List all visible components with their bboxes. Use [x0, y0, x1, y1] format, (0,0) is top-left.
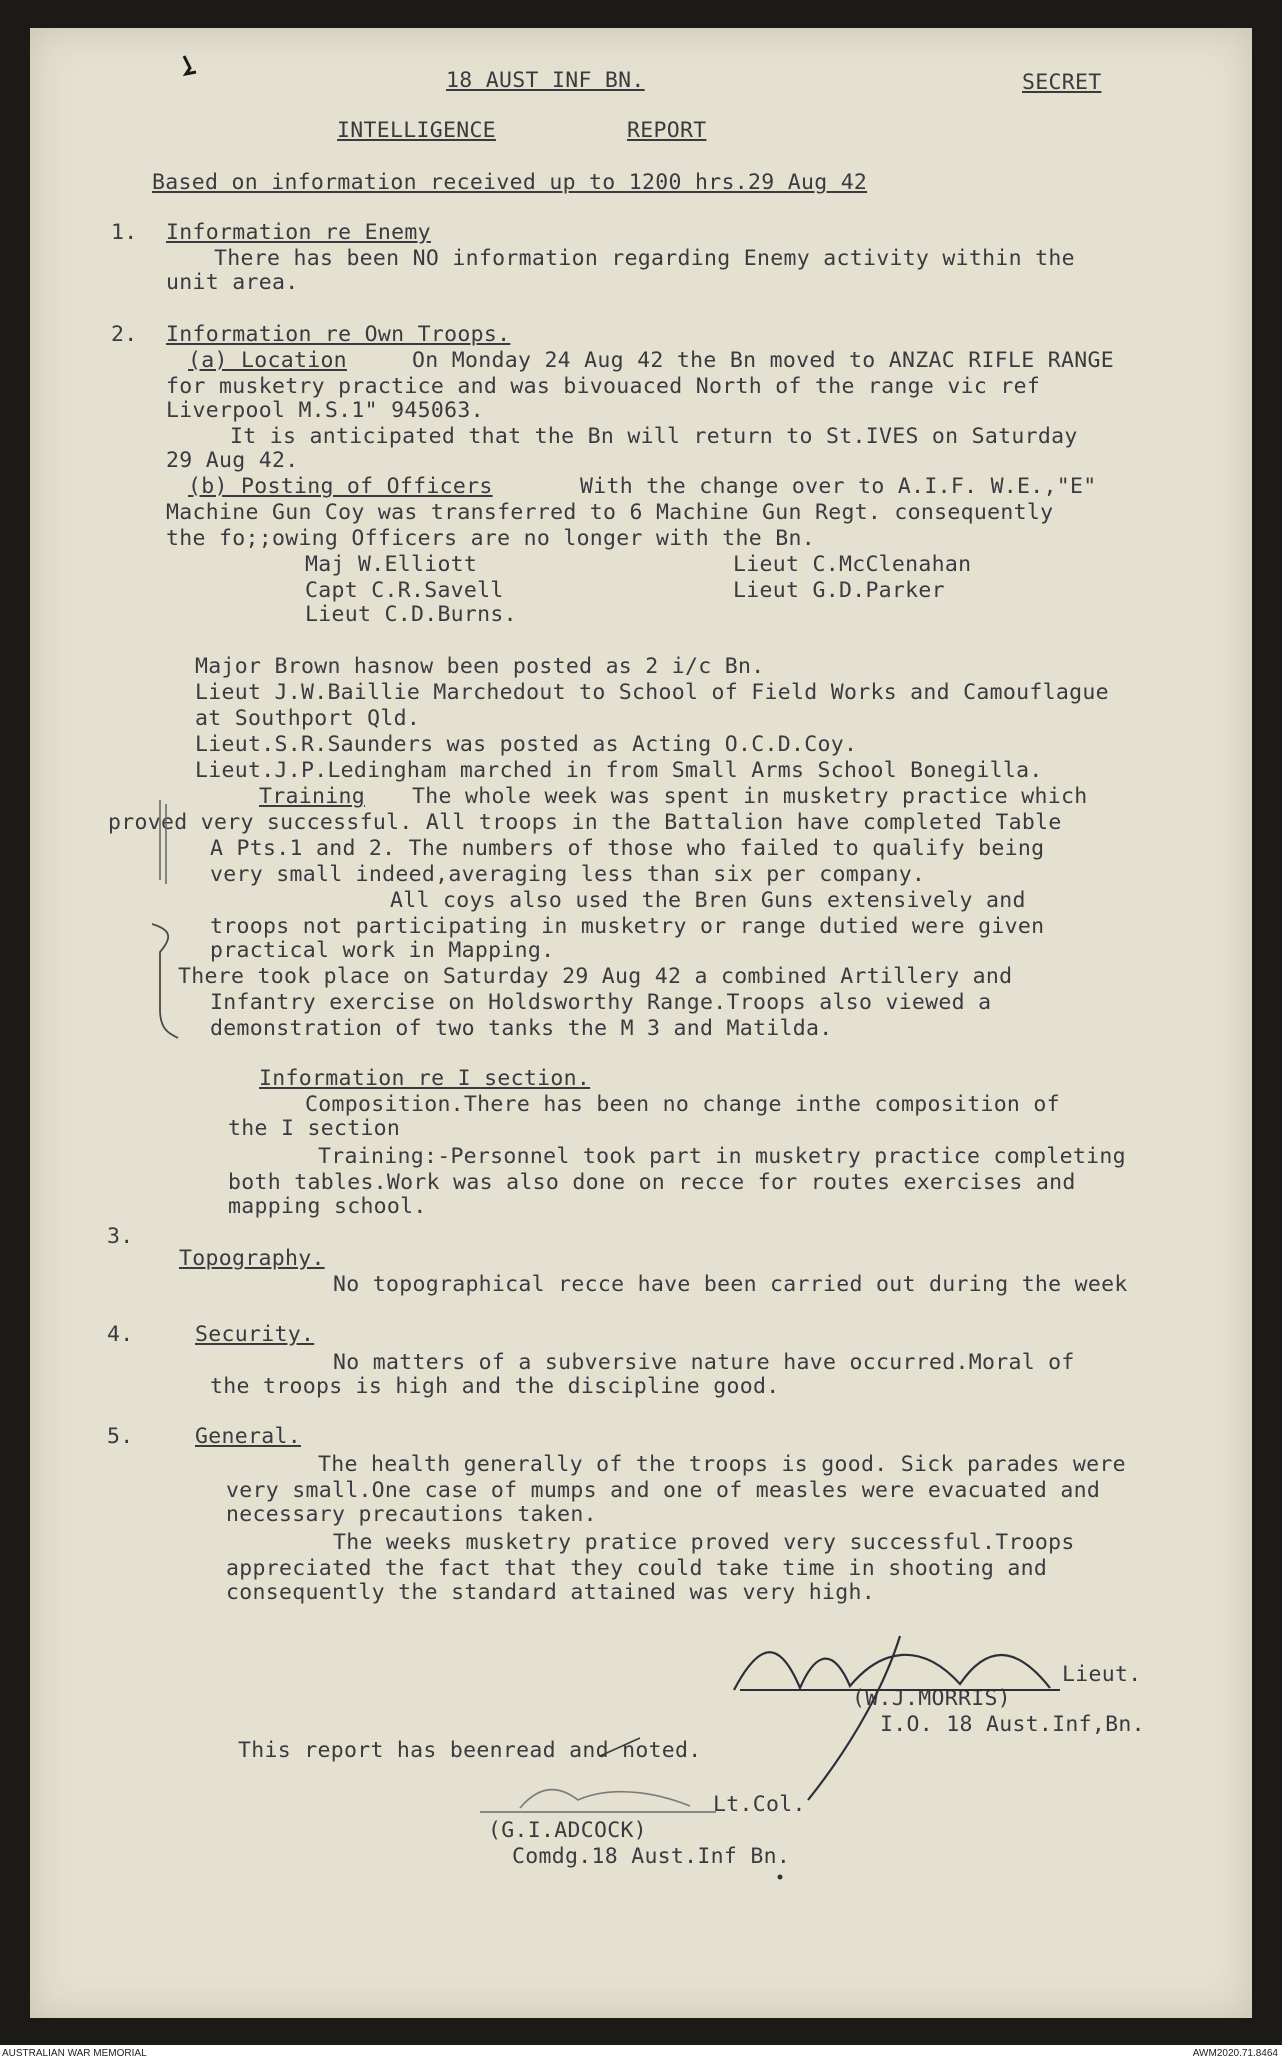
archive-reference: AWM2020.71.8464 — [1192, 2048, 1278, 2059]
margin-line — [160, 800, 166, 884]
section-4-heading: Security. — [195, 1322, 315, 1347]
i-section-line: the I section — [228, 1116, 401, 1141]
signatory-name: (W.J.MORRIS) — [852, 1686, 1011, 1711]
section-4-line: No matters of a subversive nature have occurred.Moral of — [333, 1350, 1075, 1375]
posting-line: With the change over to A.I.F. W.E.,"E" — [580, 474, 1097, 499]
posting-label: (b) Posting of Officers — [188, 474, 493, 499]
training-line: demonstration of two tanks the M 3 and Matilda. — [210, 1016, 833, 1041]
i-section-heading: Information re I section. — [259, 1066, 591, 1091]
i-section-line: Training:-Personnel took part in musketry practice completing — [318, 1144, 1126, 1169]
training-line: The whole week was spent in musketry practice which — [412, 784, 1088, 809]
location-line: On Monday 24 Aug 42 the Bn moved to ANZAC RIFLE RANGE — [412, 348, 1114, 373]
signatory-appointment: I.O. 18 Aust.Inf,Bn. — [880, 1712, 1145, 1737]
section-5-heading: General. — [195, 1424, 301, 1449]
location-label: (a) Location — [188, 348, 347, 373]
section-1-line: There has been NO information regarding Enemy activity within the — [214, 246, 1075, 271]
i-section-line: both tables.Work was also done on recce for routes exercises and — [228, 1170, 1076, 1195]
section-5-line: The weeks musketry pratice proved very successful.Troops — [333, 1530, 1075, 1555]
section-5-line: consequently the standard attained was very high. — [226, 1580, 875, 1605]
ink-dot — [778, 1875, 783, 1880]
officer-name: Lieut G.D.Parker — [733, 578, 945, 603]
training-line: All coys also used the Bren Guns extensively and — [390, 888, 1026, 913]
section-1-heading: Information re Enemy — [166, 220, 431, 245]
posting-line: Machine Gun Coy was transferred to 6 Machine Gun Regt. consequently — [166, 500, 1054, 525]
section-3-number: 3. — [107, 1224, 134, 1249]
noted-statement: This report has beenread and noted. — [238, 1738, 702, 1763]
posting-entry: Lieut.S.R.Saunders was posted as Acting O.C.D.Coy. — [195, 732, 858, 757]
co-name: (G.I.ADCOCK) — [488, 1818, 647, 1843]
section-3-line: No topographical recce have been carried out during the week — [333, 1272, 1128, 1297]
training-line: practical work in Mapping. — [210, 938, 555, 963]
posting-line: the fo;;owing Officers are no longer with the Bn. — [166, 526, 815, 551]
section-4-number: 4. — [107, 1322, 134, 1347]
posting-entry: Lieut.J.P.Ledingham marched in from Small Arms School Bonegilla. — [195, 758, 1043, 783]
signatory-rank: Lieut. — [1062, 1662, 1142, 1687]
training-line: proved very successful. All troops in the Battalion have completed Table — [108, 810, 1062, 835]
i-section-line: Composition.There has been no change inthe composition of — [305, 1092, 1060, 1117]
ink-mark — [184, 56, 196, 74]
location-line: It is anticipated that the Bn will return to St.IVES on Saturday — [230, 424, 1078, 449]
archive-name: AUSTRALIAN WAR MEMORIAL — [2, 2048, 147, 2059]
section-5-line: necessary precautions taken. — [226, 1502, 597, 1527]
ink-mark — [600, 1738, 640, 1756]
officer-name: Lieut C.McClenahan — [733, 552, 972, 577]
margin-bracket — [152, 924, 178, 1038]
training-label: Training — [259, 784, 365, 809]
section-1-number: 1. — [111, 220, 138, 245]
signature-stroke — [808, 1636, 900, 1800]
location-line: for musketry practice and was bivouaced North of the range vic ref — [166, 374, 1041, 399]
section-3-heading: Topography. — [179, 1246, 325, 1271]
posting-entry: at Southport Qld. — [195, 706, 421, 731]
posting-entry: Major Brown hasnow been posted as 2 i/c Bn. — [195, 654, 765, 679]
section-5-line: appreciated the fact that they could take time in shooting and — [226, 1556, 1048, 1581]
section-5-line: The health generally of the troops is good. Sick parades were — [318, 1452, 1126, 1477]
section-5-number: 5. — [107, 1424, 134, 1449]
archive-footer — [0, 2045, 1282, 2061]
training-line: Infantry exercise on Holdsworthy Range.Troops also viewed a — [210, 990, 992, 1015]
section-2-number: 2. — [111, 322, 138, 347]
i-section-line: mapping school. — [228, 1194, 427, 1219]
officer-name: Capt C.R.Savell — [305, 578, 504, 603]
co-appointment: Comdg.18 Aust.Inf Bn. — [512, 1844, 791, 1869]
co-rank: Lt.Col. — [713, 1792, 806, 1817]
location-line: 29 Aug 42. — [166, 448, 299, 473]
officer-name: Maj W.Elliott — [305, 552, 478, 577]
report-basis: Based on information received up to 1200 hrs.29 Aug 42 — [152, 170, 868, 195]
section-1-line: unit area. — [166, 270, 299, 295]
section-4-line: the troops is high and the discipline good. — [210, 1374, 780, 1399]
unit-title: 18 AUST INF BN. — [446, 68, 645, 93]
section-5-line: very small.One case of mumps and one of measles were evacuated and — [226, 1478, 1101, 1503]
report-title-right: REPORT — [627, 118, 707, 143]
signature-adcock — [520, 1790, 690, 1808]
training-line: very small indeed,averaging less than six per company. — [210, 862, 926, 887]
section-2-heading: Information re Own Troops. — [166, 322, 511, 347]
location-line: Liverpool M.S.1" 945063. — [166, 398, 484, 423]
training-line: There took place on Saturday 29 Aug 42 a combined Artillery and — [178, 964, 1013, 989]
training-line: A Pts.1 and 2. The numbers of those who failed to qualify being — [210, 836, 1045, 861]
classification-label: SECRET — [1022, 70, 1102, 95]
officer-name: Lieut C.D.Burns. — [305, 602, 517, 627]
posting-entry: Lieut J.W.Baillie Marchedout to School of Field Works and Camouflague — [195, 680, 1109, 705]
report-title-left: INTELLIGENCE — [337, 118, 496, 143]
training-line: troops not participating in musketry or range dutied were given — [210, 914, 1045, 939]
